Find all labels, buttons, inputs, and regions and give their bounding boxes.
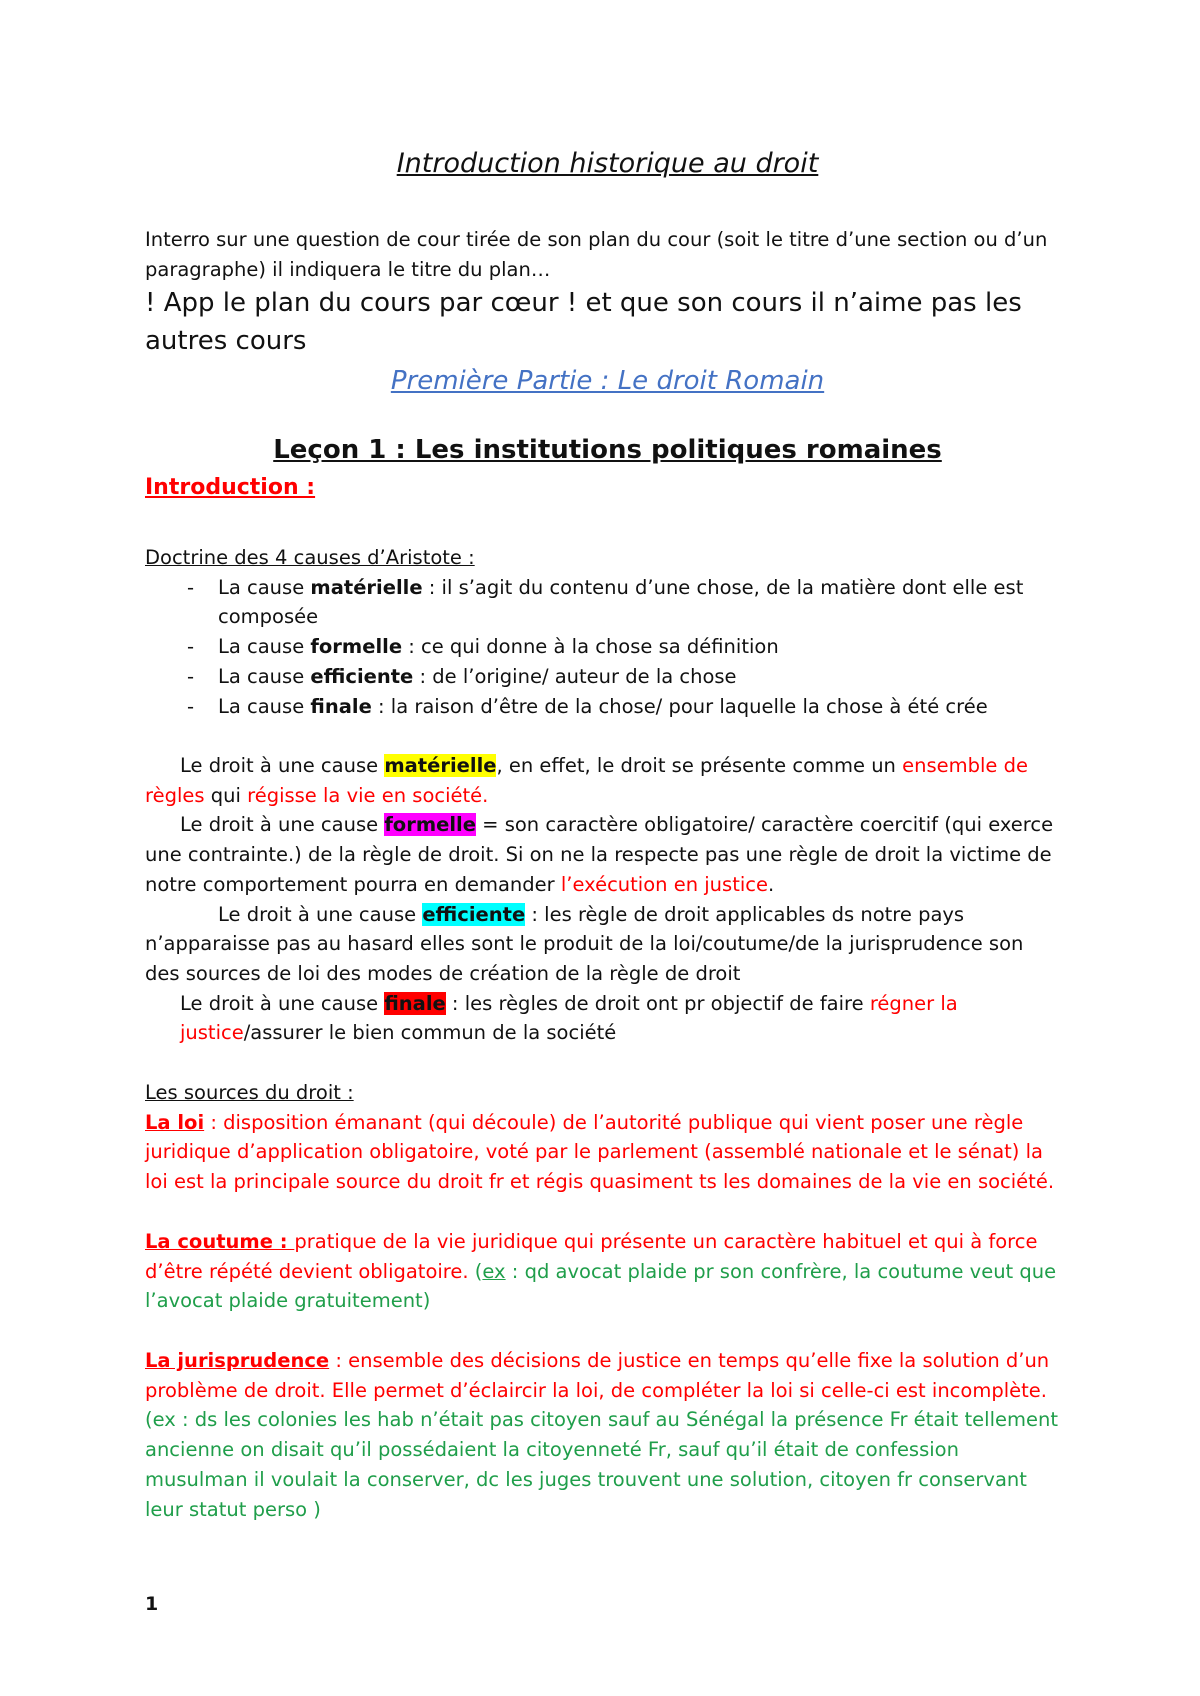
item-text: : de l’origine/ auteur de la chose <box>413 664 737 688</box>
sources-heading: Les sources du droit : <box>145 1081 354 1104</box>
coutume-line-3: l’avocat plaide gratuitement) <box>145 1289 431 1313</box>
item-prefix: La cause <box>218 575 311 599</box>
item-text: : la raison d’être de la chose/ pour laquelle la chose à été crée <box>371 694 988 718</box>
coutume-line-2: d’être répété devient obligatoire. (ex : qd avocat plaide pr son confrère, la coutume veut que <box>145 1259 1057 1283</box>
jurisprudence-line-2: problème de droit. Elle permet d’éclaircir la loi, de compléter la loi si celle-ci est incomplète. <box>145 1378 1047 1402</box>
efficiente-line-3: des sources de loi des modes de création de la règle de droit <box>145 961 741 985</box>
list-item <box>145 632 1070 662</box>
item-term: matérielle <box>310 575 423 599</box>
page-number: 1 <box>145 1593 159 1615</box>
item-term: efficiente <box>310 664 414 688</box>
introduction-heading: Introduction : <box>145 475 316 500</box>
item-prefix: La cause <box>218 635 311 659</box>
sources-section <box>145 1078 1070 1197</box>
item-term: formelle <box>310 635 403 659</box>
highlight-finale: finale <box>384 991 446 1015</box>
loi-line-2: juridique d’application obligatoire, voté par le parlement (assemblé nationale et le sénat) la <box>145 1140 1043 1164</box>
efficiente-line-2: n’apparaisse pas au hasard elles sont le produit de la loi/coutume/de la jurisprudence son <box>145 932 1024 956</box>
materielle-line-2: règles qui régisse la vie en société. <box>145 783 489 807</box>
list-bullet: - <box>187 694 195 718</box>
jurisprudence-example: musulman il voulait la conserver, dc les juges trouvent une solution, citoyen fr conservant <box>145 1467 1027 1491</box>
coutume-section <box>145 1227 1070 1316</box>
list-bullet: - <box>187 635 195 659</box>
item-text: : il s’agit du contenu d’une chose, de la matière dont elle est <box>422 575 1024 599</box>
highlight-formelle: formelle <box>384 813 476 837</box>
formelle-line-3: notre comportement pourra en demander l’exécution en justice. <box>145 872 775 896</box>
list-item <box>145 662 1070 692</box>
jurisprudence-example: ancienne on disait qu’il possédaient la citoyenneté Fr, sauf qu’il était de confession <box>145 1438 959 1462</box>
part-title: Première Partie : Le droit Romain <box>390 366 825 396</box>
lesson-title: Leçon 1 : Les institutions politiques romaines <box>273 435 942 465</box>
formelle-line-2: une contrainte.) de la règle de droit. Si on ne la respecte pas une règle de droit la victime de <box>145 843 1052 867</box>
item-text: : ce qui donne à la chose sa définition <box>402 635 779 659</box>
loi-line-3: loi est la principale source du droit fr et régis quasiment ts les domaines de la vie en société. <box>145 1170 1055 1194</box>
efficiente-line: Le droit à une cause efficiente : les règle de droit applicables ds notre pays <box>218 902 965 926</box>
finale-line: Le droit à une cause finale : les règles de droit ont pr objectif de faire régner la <box>180 991 958 1015</box>
list-bullet: - <box>187 664 195 688</box>
causes-paragraphs <box>145 751 1070 1048</box>
list-item <box>145 573 1070 632</box>
doctrine-heading: Doctrine des 4 causes d’Aristote : <box>145 546 475 569</box>
causes-list <box>145 573 1070 722</box>
list-bullet: - <box>187 575 195 599</box>
item-prefix: La cause <box>218 664 311 688</box>
interro-line: paragraphe) il indiquera le titre du plan… <box>145 257 551 281</box>
jurisprudence-line: La jurisprudence : ensemble des décisions de justice en temps qu’elle fixe la solution d’un <box>145 1349 1050 1372</box>
item-continuation: composée <box>218 605 319 629</box>
highlight-efficiente: efficiente <box>422 902 526 926</box>
coutume-line: La coutume : pratique de la vie juridique qui présente un caractère habituel et qui à force <box>145 1230 1038 1253</box>
jurisprudence-section <box>145 1346 1070 1524</box>
doctrine-section <box>145 543 1070 721</box>
jurisprudence-term: La jurisprudence <box>145 1349 330 1372</box>
interro-paragraph <box>145 225 1070 284</box>
document-title: Introduction historique au droit <box>396 148 819 179</box>
highlight-materielle: matérielle <box>384 754 497 777</box>
materielle-line: Le droit à une cause matérielle, en effet, le droit se présente comme un ensemble de <box>180 754 1028 777</box>
jurisprudence-example: leur statut perso ) <box>145 1497 321 1521</box>
formelle-line: Le droit à une cause formelle = son caractère obligatoire/ caractère coercitif (qui exerce <box>180 813 1054 837</box>
item-term: finale <box>310 694 372 718</box>
list-item <box>145 692 1070 722</box>
coutume-term: La coutume : <box>145 1230 295 1253</box>
warning-line: ! App le plan du cours par cœur ! et que son cours il n’aime pas les <box>145 288 1022 318</box>
warning-line: autres cours <box>145 326 307 356</box>
warning-paragraph <box>145 284 1070 360</box>
interro-line: Interro sur une question de cour tirée de son plan du cour (soit le titre d’une section ou d’un <box>145 228 1048 251</box>
jurisprudence-example: (ex : ds les colonies les hab n’était pas citoyen sauf au Sénégal la présence Fr était tellement <box>145 1408 1058 1432</box>
loi-line: La loi : disposition émanant (qui découle) de l’autorité publique qui vient poser une règle <box>145 1110 1024 1134</box>
finale-line-2: justice/assurer le bien commun de la société <box>180 1021 617 1045</box>
loi-term: La loi <box>145 1110 205 1134</box>
item-prefix: La cause <box>218 694 311 718</box>
